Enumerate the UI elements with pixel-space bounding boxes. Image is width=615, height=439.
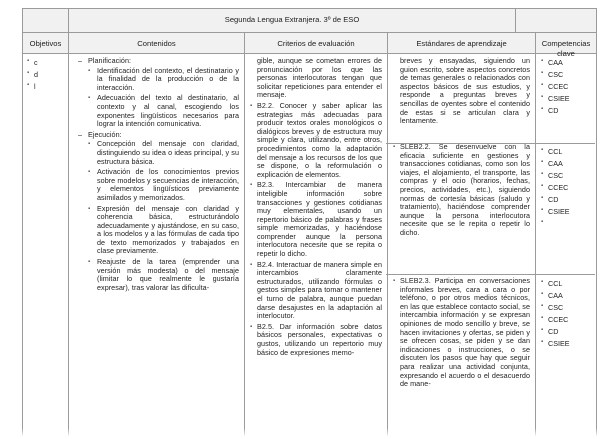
criterio-intro: gible, aunque se cometan errores de pronunciación por los que las personas interlocutoras tengan que solicitar repeticiones para entender el mensaje. bbox=[257, 56, 382, 100]
competencias-group bbox=[541, 57, 570, 117]
criterio-item: ▪ B2.2. Conocer y saber aplicar las estrategias más adecuadas para producir textos orales monológicos o dialógicos breves y de estructura muy simple y clara, utilizando, entre otros, procedimientos como la adaptación del mensaje a los recursos de los que se dispone, o la reformulación o explicación de elementos. bbox=[250, 100, 382, 179]
competencia-item: ▪ CD bbox=[541, 327, 559, 336]
table-body-row bbox=[22, 54, 597, 439]
competencias-cell bbox=[535, 54, 596, 439]
header-contenidos-label: Contenidos bbox=[137, 39, 176, 48]
table-title-cell bbox=[68, 9, 515, 32]
estandar-text: SLEB2.2. Se desenvuelve con la eficacia suficiente en gestiones y transacciones cotidianas, como son los viajes, el alojamiento, el transporte, las compras y el ocio (horarios, fechas, precios, actividades, etc.), siguiendo normas de cortesía básicas (saludo y tratamiento), haciéndose comprender aunque la persona interlocutora necesite que se le repita o repetir lo dicho. bbox=[400, 142, 530, 237]
header-objetivos-label: Objetivos bbox=[29, 39, 62, 48]
header-estandares-label: Estándares de aprendizaje bbox=[416, 39, 507, 48]
estandares-cell bbox=[387, 54, 535, 439]
competencia-item: ▪ CCEC bbox=[541, 183, 569, 192]
competencia-item: ▪ CSC bbox=[541, 171, 564, 180]
objetivo-item: ▪ l bbox=[27, 82, 36, 91]
contenido-item: ▪ Adecuación del texto al destinatario, al contexto y al canal, escogiendo los exponentes lingüísticos necesarios para lograr la intención comunicativa. bbox=[88, 93, 239, 129]
criterio-item: ▪ B2.3. Intercambiar de manera inteligible información sobre transacciones y gestiones cotidianas muy elementales, usando un repertorio básico de palabras y frases simple memorizadas, y haciéndose comprender aunque la persona interlocutora necesite que se repita o repetir lo dicho. bbox=[250, 180, 382, 259]
competencia-item: ▪ CD bbox=[541, 195, 559, 204]
competencia-item: ▪ CCL bbox=[541, 279, 563, 288]
title-right-spacer bbox=[515, 9, 596, 32]
header-competencias-label: Competencias clave bbox=[541, 39, 591, 58]
estandar-block bbox=[393, 57, 530, 126]
competencia-item: ▪ CSIEE bbox=[541, 94, 570, 103]
estandar-text: SLEB2.3. Participa en conversaciones informales breves, cara a cara o por teléfono, o por otros medios técnicos, en las que establece contacto social, se intercambia información y se expresan opiniones de modo sencillo y breve, se hacen invitaciones y ofertas, se piden y se ofrecen cosas, se piden y se dan indicaciones o instrucciones, o se discuten los pasos que hay que seguir para realizar una actividad conjunta, expresando el acuerdo o el desacuerdo de mane- bbox=[400, 276, 530, 389]
criterios-cell bbox=[244, 54, 387, 439]
competencia-item: ▪ CSIEE bbox=[541, 207, 570, 216]
competencia-item: ▪ CSIEE bbox=[541, 339, 570, 348]
competencia-item: ▪ CSC bbox=[541, 303, 564, 312]
contenido-item: ▪ Reajuste de la tarea (emprender una versión más modesta) o del mensaje (limitar lo que realmente le gustaría expresar), tras valorar las dificulta- bbox=[88, 257, 239, 292]
objetivo-item: ▪ c bbox=[27, 58, 38, 67]
table-title: Segunda Lengua Extranjera. 3º de ESO bbox=[224, 15, 360, 24]
contenido-item: ▪ Activación de los conocimientos previos sobre modelos y secuencias de interacción, y elementos lingüísticos previamente asimilados y memorizados. bbox=[88, 167, 239, 202]
planificacion-heading: – Planificación: bbox=[78, 56, 132, 65]
header-contenidos bbox=[68, 33, 244, 53]
competencias-group bbox=[541, 278, 570, 350]
header-criterios-label: Criterios de evaluación bbox=[277, 39, 355, 48]
header-competencias bbox=[535, 33, 596, 58]
estandar-block: ▪ SLEB2.3. Participa en conversaciones informales breves, cara a cara o por teléfono, o por otros medios técnicos, en las que establece contacto social, se intercambia información y se expresan opiniones de modo sencillo y breve, se hacen invitaciones y ofertas, se piden y se ofrecen cosas, se piden y se dan indicaciones o instrucciones, o se discuten los pasos que hay que seguir para realizar una actividad conjunta, expresando el acuerdo o el desacuerdo de mane- bbox=[393, 276, 530, 389]
competencias-group bbox=[541, 146, 570, 227]
contenidos-cell bbox=[68, 54, 244, 439]
competencia-item: ▪ CCL bbox=[541, 147, 563, 156]
estandar-text: breves y ensayadas, siguiendo un guion escrito, sobre aspectos concretos de temas generales o relacionados con aspectos básicos de sus estudios, y responde a preguntas breves y sencillas de oyentes sobre el contenido de estas si se articulan clara y lentamente. bbox=[400, 56, 530, 126]
objetivo-item: ▪ d bbox=[27, 70, 38, 79]
contenido-item: ▪ Concepción del mensaje con claridad, distinguiendo su idea o ideas principal, y su estructura básica. bbox=[88, 139, 239, 166]
row-divider bbox=[386, 274, 595, 275]
header-objetivos bbox=[23, 33, 68, 53]
table-header-row bbox=[22, 32, 597, 58]
competencia-item: ▪ CAA bbox=[541, 159, 563, 168]
ejecucion-heading: – Ejecución: bbox=[78, 129, 122, 139]
criterio-item: ▪ B2.5. Dar información sobre datos básicos personales, expectativas o gustos, utilizando un repertorio muy básico de expresiones memo- bbox=[250, 321, 382, 357]
title-left-spacer bbox=[23, 9, 68, 32]
competencia-item: ▪ bbox=[541, 219, 544, 225]
contenido-item: ▪ Expresión del mensaje con claridad y coherencia básica, estructurándolo adecuadamente y ajustándose, en su caso, a los modelos y a las fórmulas de cada tipo de texto memorizados y trabajados en clase previamente. bbox=[88, 203, 239, 256]
competencia-item: ▪ CAA bbox=[541, 58, 563, 67]
competencia-item: ▪ CCEC bbox=[541, 82, 569, 91]
table-title-row bbox=[22, 8, 597, 32]
contenido-item: ▪ Identificación del contexto, el destinatario y la finalidad de la producción o de la interacción. bbox=[88, 65, 239, 92]
competencia-item: ▪ CD bbox=[541, 106, 559, 115]
competencia-item: ▪ CCEC bbox=[541, 315, 569, 324]
row-divider bbox=[386, 143, 595, 144]
estandar-block: ▪ SLEB2.2. Se desenvuelve con la eficacia suficiente en gestiones y transacciones cotidianas, como son los viajes, el alojamiento, el transporte, las compras y el ocio (horarios, fechas, precios, actividades, etc.), siguiendo normas de cortesía básicas (saludo y tratamiento), haciéndose comprender aunque la persona interlocutora necesite que se le repita o repetir lo dicho. bbox=[393, 142, 530, 237]
competencia-item: ▪ CSC bbox=[541, 70, 564, 79]
header-criterios bbox=[244, 33, 387, 53]
header-estandares bbox=[387, 33, 535, 53]
criterio-item: ▪ B2.4. Interactuar de manera simple en intercambios claramente estructurados, utilizando fórmulas o gestos simples para tomar o mantener el turno de palabra, aunque puedan darse desajustes en la adaptación al interlocutor. bbox=[250, 259, 382, 321]
page-bottom-fade bbox=[0, 428, 615, 439]
objetivos-cell bbox=[23, 54, 68, 439]
competencia-item: ▪ CAA bbox=[541, 291, 563, 300]
